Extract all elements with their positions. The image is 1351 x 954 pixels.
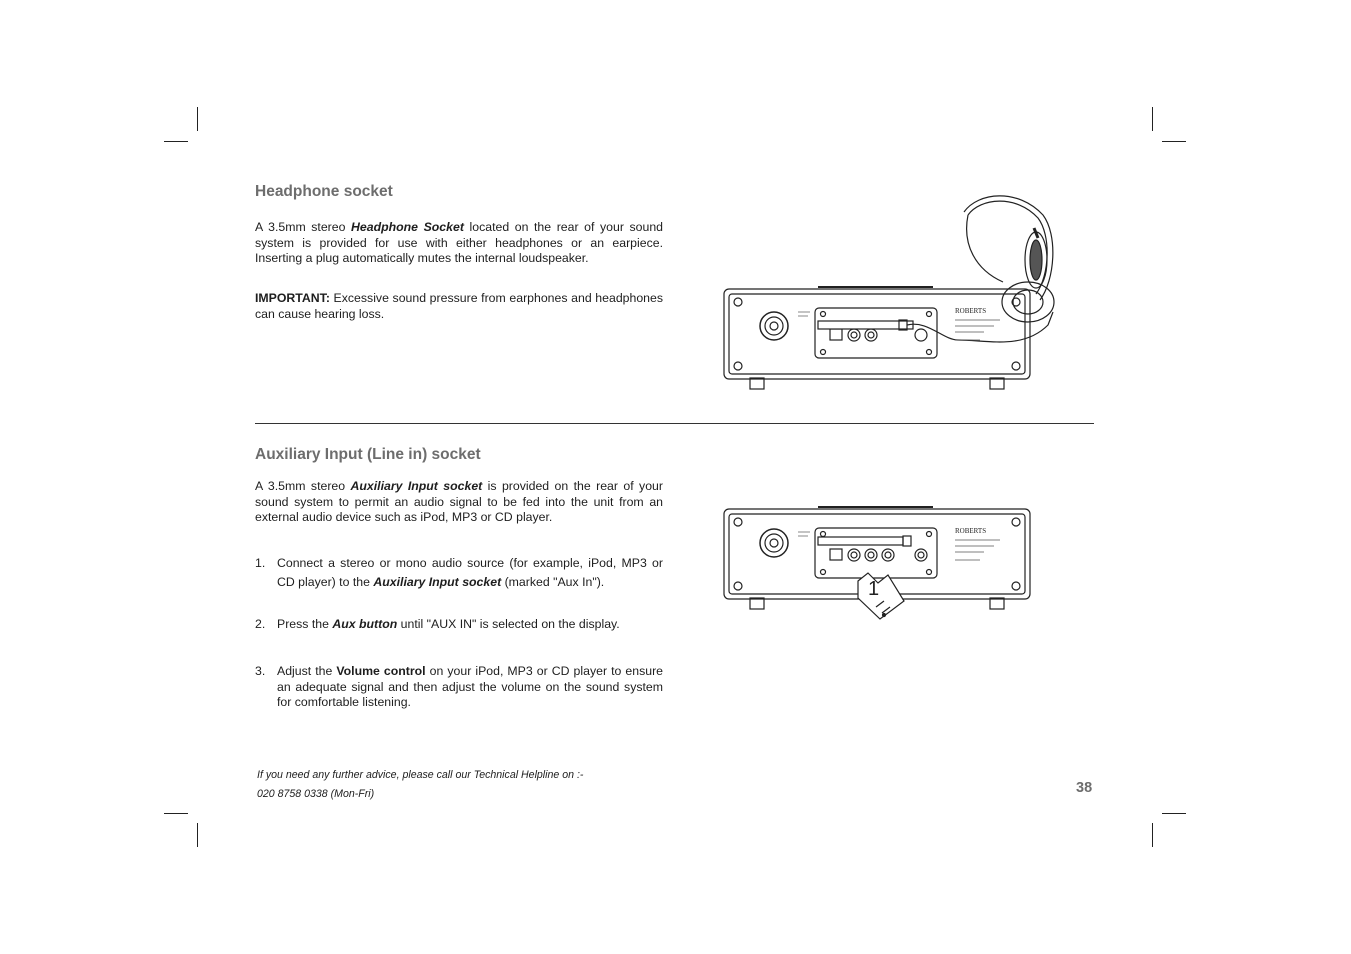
aux-section-title: Auxiliary Input (Line in) socket (255, 446, 481, 463)
headphone-socket-term: Headphone Socket (351, 220, 464, 234)
aux-socket-term: Auxiliary Input socket (350, 479, 483, 493)
headphone-intro-text: located on the rear of your sound system is provided for use with either headphones or an earpiece. Inserting a plug automatically mutes the internal loudspeaker. (255, 220, 664, 265)
step-number: 2. (255, 617, 266, 631)
step-term: Volume control (336, 664, 426, 678)
step-term: Aux button (332, 617, 398, 631)
crop-mark (1162, 141, 1186, 142)
step-text: Press the (277, 617, 333, 631)
helpline-phone: 020 8758 0338 (Mon-Fri) (257, 788, 375, 800)
crop-mark (1152, 823, 1153, 847)
aux-intro-text: A 3.5mm stereo (255, 479, 351, 493)
aux-step-2 (255, 617, 663, 633)
important-text: Excessive sound pressure from earphones and headphones can cause hearing loss. (255, 291, 663, 321)
callout-number: 1 (868, 578, 880, 600)
crop-mark (197, 107, 198, 131)
page-number: 38 (1076, 780, 1093, 796)
brand-logo: ROBERTS (955, 307, 987, 315)
crop-mark (164, 813, 188, 814)
crop-mark (164, 141, 188, 142)
crop-mark (1152, 107, 1153, 131)
step-term: Auxiliary Input socket (373, 575, 502, 589)
crop-mark (1162, 813, 1186, 814)
headphone-intro (255, 220, 663, 267)
section-divider (255, 423, 1094, 424)
aux-intro-text: is provided on the rear of your sound system to permit an audio signal to be fed into the unit from an external audio device such as iPod, MP3 or CD player. (255, 479, 663, 524)
aux-input-illustration (718, 503, 1038, 623)
important-label: IMPORTANT: (255, 291, 330, 305)
step-text: Connect a stereo or mono audio source (for example, iPod, MP3 or CD player) to the (277, 556, 663, 589)
brand-logo: ROBERTS (955, 527, 987, 535)
step-number: 3. (255, 664, 266, 678)
helpline-text: If you need any further advice, please call our Technical Helpline on :- (257, 769, 584, 781)
aux-intro (255, 479, 663, 526)
important-note (255, 291, 663, 322)
step-text: until "AUX IN" is selected on the display. (397, 617, 620, 631)
crop-mark (197, 823, 198, 847)
headphone-illustration (718, 190, 1058, 395)
step-text: on your iPod, MP3 or CD player to ensure an adequate signal and then adjust the volume on the sound system for comfortable listening. (277, 664, 664, 709)
headphone-intro-text: A 3.5mm stereo (255, 220, 352, 234)
aux-step-1 (255, 554, 663, 592)
aux-step-3 (255, 664, 663, 711)
headphone-section-title: Headphone socket (255, 183, 393, 200)
step-text: (marked "Aux In"). (501, 575, 605, 589)
step-text: Adjust the (277, 664, 337, 678)
step-number: 1. (255, 556, 266, 570)
